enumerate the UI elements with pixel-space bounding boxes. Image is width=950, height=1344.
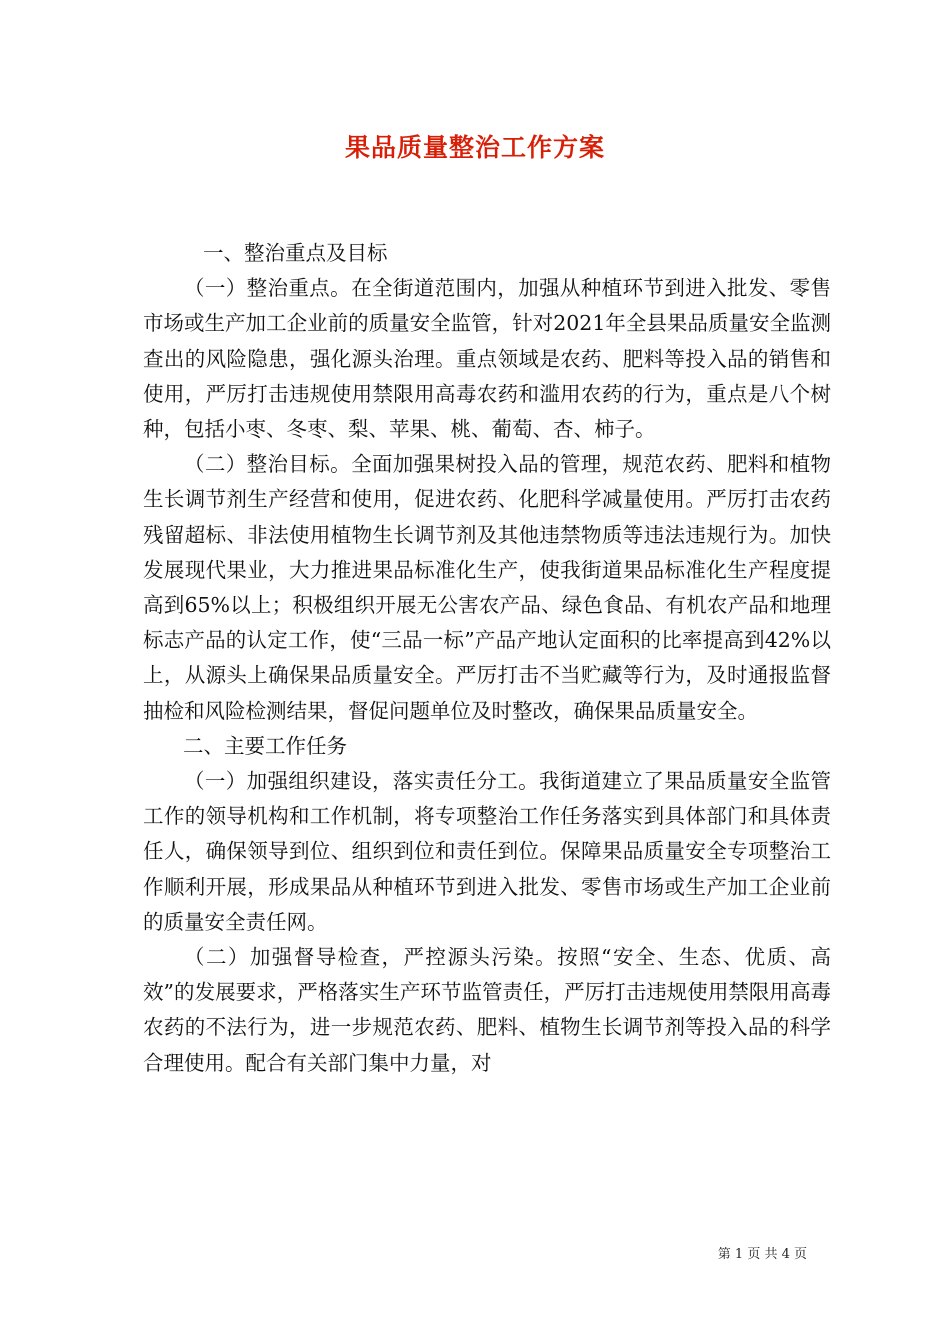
paragraph-1-1: （一）整治重点。在全街道范围内，加强从种植环节到进入批发、零售市场或生产加工企业前的质量安全监管，针对2021年全县果品质量安全监测查出的风险隐患，强化源头治理。重点领域是农药、肥料等投入品的销售和使用，严厉打击违规使用禁限用高毒农药和滥用农药的行为，重点是八个树种，包括小枣、冬枣、梨、苹果、桃、葡萄、杏、柿子。 — [143, 276, 831, 442]
section-heading-2: 二、主要工作任务 — [183, 733, 347, 758]
paragraph-2-2: （二）加强督导检查，严控源头污染。按照“安全、生态、优质、高效”的发展要求，严格落实生产环节监管责任，严厉打击违规使用禁限用高毒农药的不法行为，进一步规范农药、肥料、植物生长调节剂等投入品的科学合理使用。配合有关部门集中力量，对 — [143, 945, 831, 1075]
paragraph-2-1: （一）加强组织建设，落实责任分工。我街道建立了果品质量安全监管工作的领导机构和工作机制，将专项整治工作任务落实到具体部门和具体责任人，确保领导到位、组织到位和责任到位。保障果品质量安全专项整治工作顺利开展，形成果品从种植环节到进入批发、零售市场或生产加工企业前的质量安全责任网。 — [143, 769, 831, 934]
paragraph-1-2: （二）整治目标。全面加强果树投入品的管理，规范农药、肥料和植物生长调节剂生产经营和使用，促进农药、化肥科学减量使用。严厉打击农药残留超标、非法使用植物生长调节剂及其他违禁物质等违法违规行为。加快发展现代果业，大力推进果品标准化生产，使我街道果品标准化生产程度提高到65%以上；积极组织开展无公害农产品、绿色食品、有机农产品和地理标志产品的认定工作，使“三品一标”产品产地认定面积的比率提高到42%以上，从源头上确保果品质量安全。严厉打击不当贮藏等行为，及时通报监督抽检和风险检测结果，督促问题单位及时整改，确保果品质量安全。 — [143, 452, 831, 723]
page-number-footer: 第 1 页 共 4 页 — [717, 1247, 807, 1262]
section-heading-1: 一、整治重点及目标 — [203, 241, 388, 265]
document-body — [143, 236, 831, 1081]
document-title: 果品质量整治工作方案 — [344, 133, 605, 162]
